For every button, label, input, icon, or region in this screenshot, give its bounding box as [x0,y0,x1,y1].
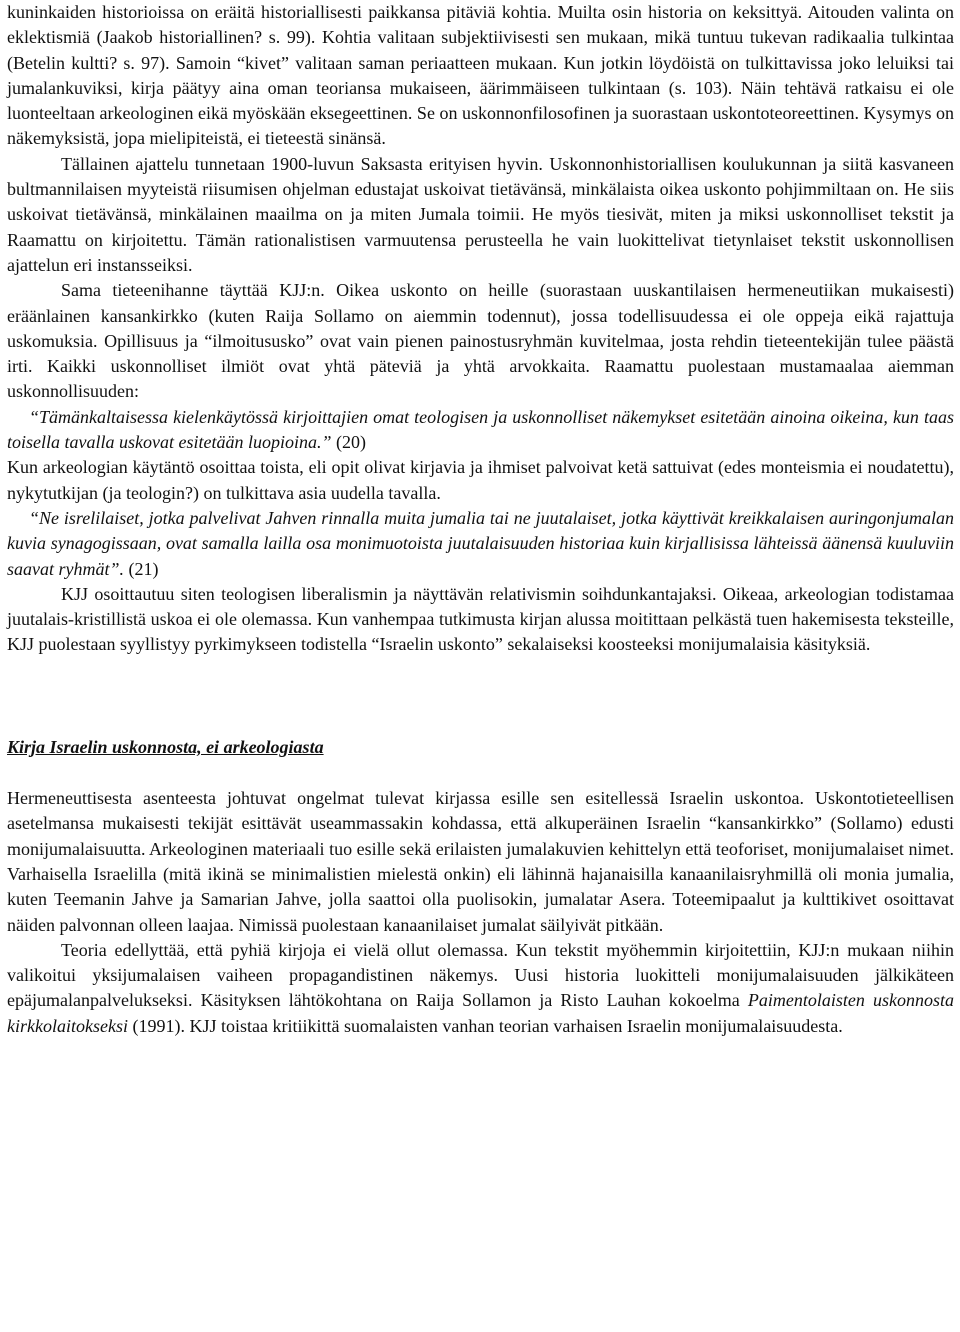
section-heading: Kirja Israelin uskonnosta, ei arkeologiasta [7,736,324,757]
paragraph-6: Hermeneuttisesta asenteesta johtuvat ongelmat tulevat kirjassa esille sen esitellessä Israelin uskontoa. Uskontotieteellisen asetelmansa mukaisesti tekijät esittävät useammassakin kohdassa, että alkuperäinen Israelin “kansankirkko” (Sollamo) edusti monijumalaisuutta. Arkeologinen materiaali tuo esille sekä erilaisten jumalakuvien kehittelyn että teoforiset, monijumalaiset nimet. Varhaisella Israelilla (mitä ikinä se minimalistien mielestä onkin) eli lähinnä hajanaisilla kanaanilaisryhmillä oli monia jumalia, kuten Teemanin Jahve ja Samarian Jahve, jolla saattoi olla puolisokin, jumalatar Asera. Toteemipaalut ja kulttikivet osoittavat näiden palvonnan olleen laajaa. Nimissä puolestaan kanaanilaiset jumalat säilyivät pitkään. [7,788,954,935]
quote-1-text: “Tämänkaltaisessa kielenkäytössä kirjoittajien omat teologisen ja uskonnolliset näkemykset esitetään ainoina oikeina, kun taas toisella tavalla uskovat esitetään luopioina.” [7,406,954,453]
quote-1 [7,405,954,456]
book-title: Paimentolaisten uskonnosta kirkkolaitokseksi [7,990,954,1036]
paragraph-7-part-1: Teoria edellyttää, että pyhiä kirjoja ei vielä ollut olemassa. Kun tekstit myöhemmin kirjoitettiin, KJJ:n mukaan niihin valikoitui yksijumalaisen vaiheen propagandistinen näkemys. Uusi historia luokitteli monijumalaisuuden jälkikäteen epäjumalanpalvelukseksi. Käsityksen lähtökohtana on Raija Sollamon ja Risto Lauhan kokoelma [7,939,954,1011]
paragraph-5: KJJ osoittautuu siten teologisen liberalismin ja näyttävän relativismin soihdunkantajaksi. Oikeaa, arkeologian todistamaa juutalais-kristillistä uskoa ei ole olemassa. Kun vanhempaa tutkimusta kirjan alussa moitittaan pelkästä tuen hakemisesta teksteille, KJJ puolestaan syyllistyy pyrkimykseen todistella “Israelin uskonto” sekalaiseksi koosteeksi monijumalaisia käsityksiä. [7,583,954,655]
quote-1-reference: (20) [331,432,366,453]
quote-2-text: “Ne isrelilaiset, jotka palvelivat Jahven rinnalla muita jumalia tai ne juutalaiset, jotka käyttivät kreikkalaisen auringonjumalan kuvia synagogissaan, ovat samalla lailla osa monimuotoista juutalaisuuden historiaa kuin kirjallisissa lähteissä äänensä kuuluviin saavat ryhmät”. [7,507,954,579]
paragraph-2: Tällainen ajattelu tunnetaan 1900-luvun Saksasta erityisen hyvin. Uskonnonhistoriallisen koulukunnan ja siitä kasvaneen bultmannilaisen myyteistä riisumisen ohjelman edustajat uskoivat tietävänsä, minkälaista oikea uskonto pohjimmiltaan on. He siis uskoivat tietävänsä, minkälainen maailma on ja miten Jumala toimii. He myös tiesivät, miten ja miksi uskonnolliset tekstit ja Raamattu on kirjoitettu. Tämän rationalistisen varmuutensa perusteella he vain luokittelivat tietynlaiset tekstit uskonnollisen ajattelun eri instansseiksi. [7,153,954,275]
paragraph-4: Kun arkeologian käytäntö osoittaa toista, eli opit olivat kirjavia ja ihmiset palvoivat ketä sattuivat (edes monteismia ei noudatettu), nykytutkijan (ja teologin?) on tulkittava asia uudella tavalla. [7,457,954,503]
quote-2 [7,506,954,582]
paragraph-3: Sama tieteenihanne täyttää KJJ:n. Oikea uskonto on heille (suorastaan uuskantilaisen hermeneutiikan mukaisesti) eräänlainen kansankirkko (kuten Raija Sollamo on aiemmin todennut), jossa todellisuudessa ei ole oppeja eikä rajattuja uskomuksia. Opillisuus ja “ilmoitususko” ovat vain pienen painostusryhmän kuvitelmaa, josta rehdin tieteentekijän tulee päästä irti. Kaikki uskonnolliset ilmiöt ovat yhtä päteviä ja yhtä arvokkaita. Raamattu puolestaan mustamaalaa aiemman uskonnollisuuden: [7,280,954,402]
paragraph-1: kuninkaiden historioissa on eräitä historiallisesti paikkansa pitäviä kohtia. Muilta osin historia on keksittyä. Aitouden valinta on eklektismiä (Jaakob historiallinen? s. 99). Kohtia valitaan subjektiivisesti sen mukaan, mikä tuntuu tukevan radikaalia tulkintaa (Betelin kultti? s. 97). Samoin “kivet” valitaan saman periaatteen mukaan. Kun jotkin löydöistä on tulkittavissa joko leluiksi tai jumalankuviksi, kirja päätyy aina oman teoriansa mukaiseen, äärimmäiseen tulkintaan (s. 103). Näin tehtävä ratkaisu ei ole luonteeltaan arkeologinen eikä myöskään eksegeettinen. Se on uskonnonfilosofinen ja suorastaan uskontoteoreettinen. Kysymys on näkemyksistä, jopa mielipiteistä, ei tieteestä sinänsä. [7,2,954,149]
quote-2-reference: (21) [124,558,159,579]
paragraph-7-part-2: (1991). KJJ toistaa kritiikittä suomalaisten vanhan teorian varhaisen Israelin monijumalaisuudesta. [127,1015,843,1036]
paragraph-7 [7,938,954,1039]
